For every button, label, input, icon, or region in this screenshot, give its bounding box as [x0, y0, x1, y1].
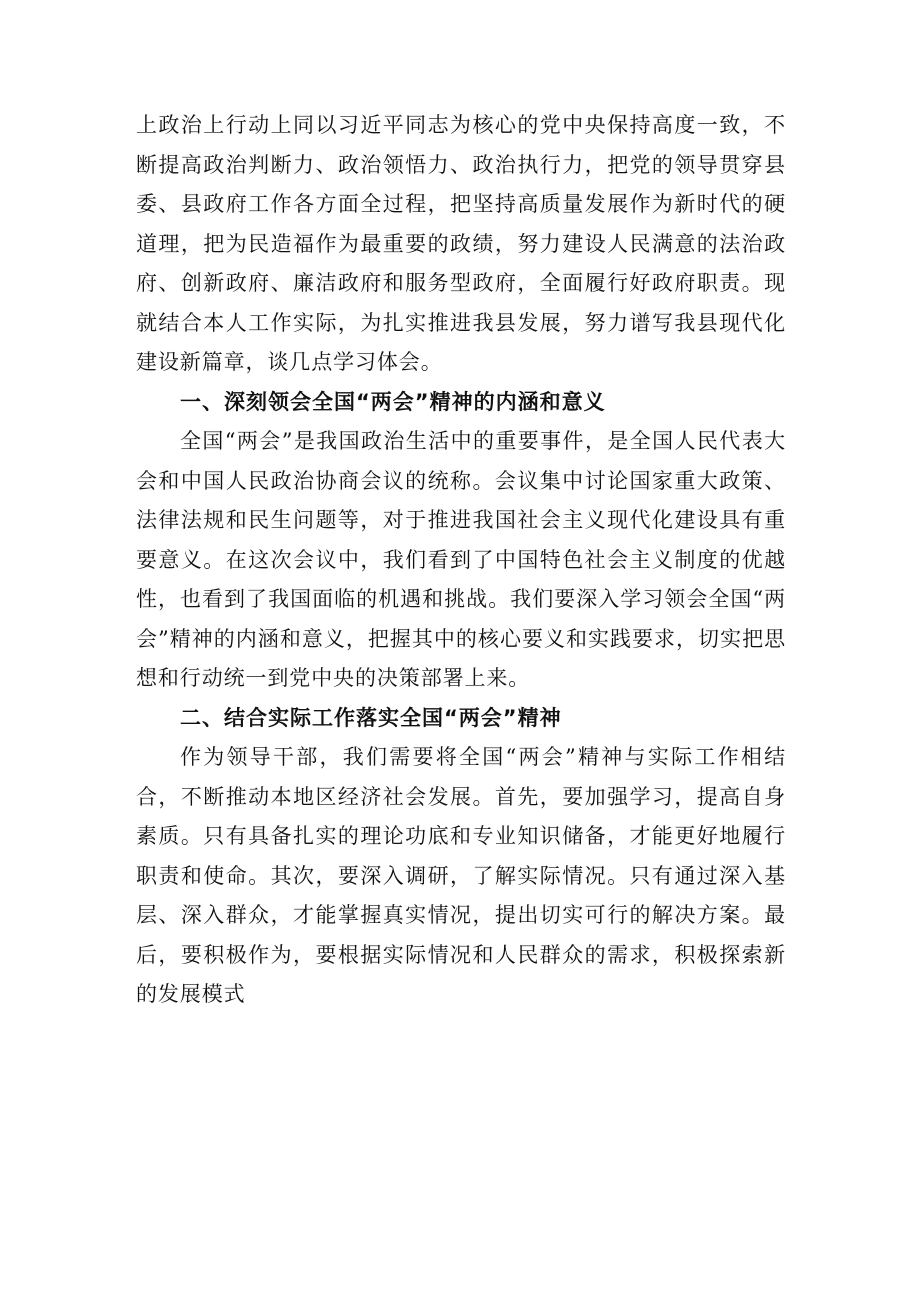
section-heading-1: 一、深刻领会全国“两会”精神的内涵和意义 — [180, 389, 606, 414]
body-paragraph-1: 上政治上行动上同以习近平同志为核心的党中央保持高度一致，不断提高政治判断力、政治领悟力、政治执行力，把党的领导贯穿县委、县政府工作各方面全过程，把坚持高质量发展作为新时代的硬道理，把为民造福作为最重要的政绩，努力建设人民满意的法治政府、创新政府、廉洁政府和服务型政府，全面履行好政府职责。现就结合本人工作实际，为扎实推进我县发展，努力谱写我县现代化建设新篇章，谈几点学习体会。 — [136, 113, 786, 374]
section-heading-2: 二、结合实际工作落实全国“两会”精神 — [180, 705, 562, 730]
body-paragraph-2: 全国“两会”是我国政治生活中的重要事件，是全国人民代表大会和中国人民政治协商会议的统称。会议集中讨论国家重大政策、法律法规和民生问题等，对于推进我国社会主义现代化建设具有重要意义。在这次会议中，我们看到了中国特色社会主义制度的优越性，也看到了我国面临的机遇和挑战。我们要深入学习领会全国“两会”精神的内涵和意义，把握其中的核心要义和实践要求，切实把思想和行动统一到党中央的决策部署上来。 — [136, 429, 786, 690]
body-paragraph-3: 作为领导干部，我们需要将全国“两会”精神与实际工作相结合，不断推动本地区经济社会发展。首先，要加强学习，提高自身素质。只有具备扎实的理论功底和专业知识储备，才能更好地履行职责和使命。其次，要深入调研，了解实际情况。只有通过深入基层、深入群众，才能掌握真实情况，提出切实可行的解决方案。最后，要积极作为，要根据实际情况和人民群众的需求，积极探索新的发展模式 — [136, 745, 786, 1006]
document-body — [136, 106, 786, 1015]
